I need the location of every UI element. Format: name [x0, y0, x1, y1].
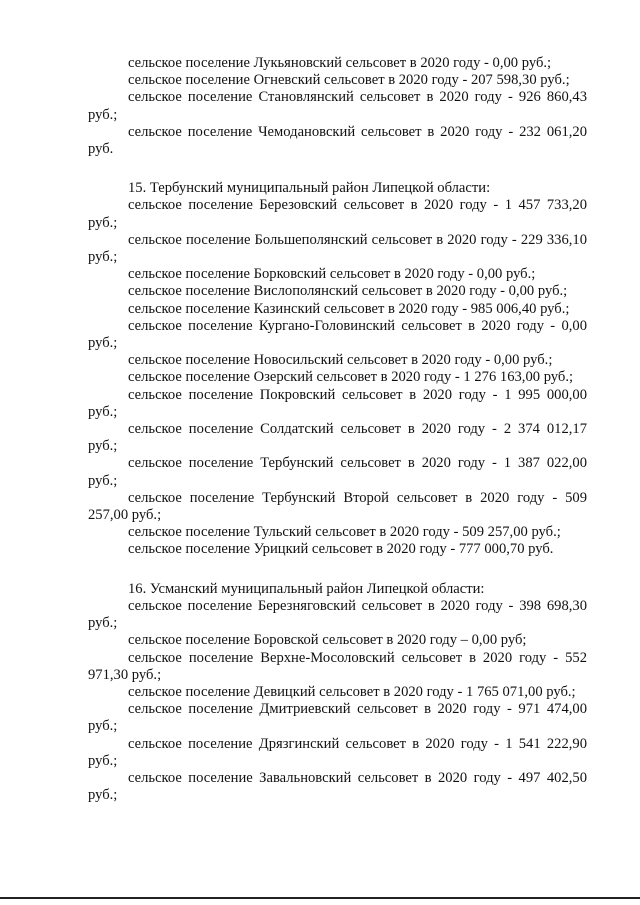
- list-item: сельское поселение Березняговский сельсовет в 2020 году - 398 698,30 руб.;: [88, 597, 587, 632]
- list-item: сельское поселение Боровской сельсовет в 2020 году – 0,00 руб;: [128, 632, 527, 649]
- list-item: сельское поселение Становлянский сельсовет в 2020 году - 926 860,43 руб.;: [88, 89, 587, 123]
- list-item: сельское поселение Верхне-Мосоловский сельсовет в 2020 году - 552 971,30 руб.;: [88, 649, 587, 683]
- list-item: сельское поселение Лукьяновский сельсовет в 2020 году - 0,00 руб.;: [128, 55, 552, 71]
- section-heading: 16. Усманский муниципальный район Липецкой области:: [128, 580, 485, 597]
- list-item: сельское поселение Урицкий сельсовет в 2020 году - 777 000,70 руб.: [128, 541, 554, 558]
- list-item: сельское поселение Тербунский сельсовет в 2020 году - 1 387 022,00 руб.;: [88, 455, 587, 489]
- section-16: [88, 581, 587, 805]
- list-item: сельское поселение Тульский сельсовет в 2020 году - 509 257,00 руб.;: [128, 524, 561, 541]
- section-heading: 15. Тербунский муниципальный район Липецкой области:: [128, 180, 491, 197]
- list-item: сельское поселение Завальновский сельсовет в 2020 году - 497 402,50 руб.;: [88, 769, 587, 804]
- list-item: сельское поселение Кургано-Головинский сельсовет в 2020 году - 0,00 руб.;: [88, 317, 587, 352]
- list-item: сельское поселение Дмитриевский сельсовет в 2020 году - 971 474,00 руб.;: [88, 701, 587, 735]
- list-item: сельское поселение Озерский сельсовет в 2020 году - 1 276 163,00 руб.;: [128, 369, 574, 386]
- list-item: сельское поселение Казинский сельсовет в 2020 году - 985 006,40 руб.;: [128, 300, 570, 317]
- list-item: сельское поселение Березовский сельсовет в 2020 году - 1 457 733,20 руб.;: [88, 197, 587, 231]
- page-bottom-rule: [0, 897, 640, 899]
- list-item: сельское поселение Чемодановский сельсовет в 2020 году - 232 061,20 руб.: [88, 123, 587, 158]
- list-item: сельское поселение Тербунский Второй сельсовет в 2020 году - 509 257,00 руб.;: [88, 489, 587, 524]
- list-item: сельское поселение Девицкий сельсовет в 2020 году - 1 765 071,00 руб.;: [128, 683, 576, 700]
- list-item: сельское поселение Борковский сельсовет в 2020 году - 0,00 руб.;: [128, 266, 536, 283]
- list-item: сельское поселение Вислополянский сельсовет в 2020 году - 0,00 руб.;: [128, 283, 568, 300]
- list-item: сельское поселение Солдатский сельсовет в 2020 году - 2 374 012,17 руб.;: [88, 421, 587, 455]
- list-item: сельское поселение Огневский сельсовет в 2020 году - 207 598,30 руб.;: [128, 72, 570, 89]
- list-item: сельское поселение Покровский сельсовет в 2020 году - 1 995 000,00 руб.;: [88, 386, 587, 420]
- list-item: сельское поселение Дрязгинский сельсовет в 2020 году - 1 541 222,90 руб.;: [88, 735, 587, 769]
- section-15: [88, 180, 587, 558]
- list-item: сельское поселение Новосильский сельсовет в 2020 году - 0,00 руб.;: [128, 352, 553, 369]
- list-item: сельское поселение Большеполянский сельсовет в 2020 году - 229 336,10 руб.;: [88, 231, 587, 266]
- list-top: [88, 55, 587, 158]
